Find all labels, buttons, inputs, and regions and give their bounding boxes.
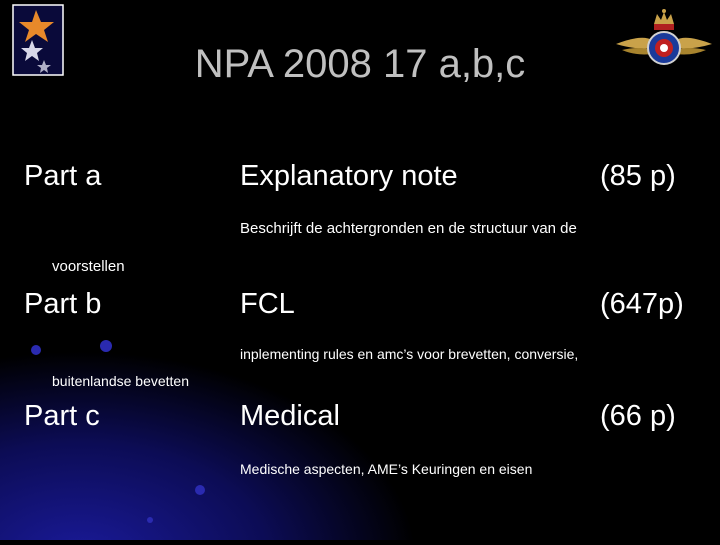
part-b-pages: (647p) [600,288,684,320]
part-b-description-line2: buitenlandse bevetten [52,373,189,389]
part-c-description-line1: Medische aspecten, AME’s Keuringen en eisen [240,461,533,477]
part-c-label: Part c [24,400,100,432]
part-a-pages: (85 p) [600,160,676,192]
part-a-label: Part a [24,160,102,192]
part-c-name: Medical [240,400,340,432]
part-b-description-line1: inplementing rules en amc’s voor brevetten, conversie, [240,346,579,362]
part-a-name: Explanatory note [240,160,458,192]
part-b-name: FCL [240,288,295,320]
decorative-dots [0,330,260,540]
slide-title: NPA 2008 17 a,b,c [194,42,526,86]
part-a-description-line1: Beschrijft de achtergronden en de structuur van de [240,220,577,237]
part-c-pages: (66 p) [600,400,676,432]
part-a-description-line2: voorstellen [52,258,125,275]
part-b-label: Part b [24,288,102,320]
